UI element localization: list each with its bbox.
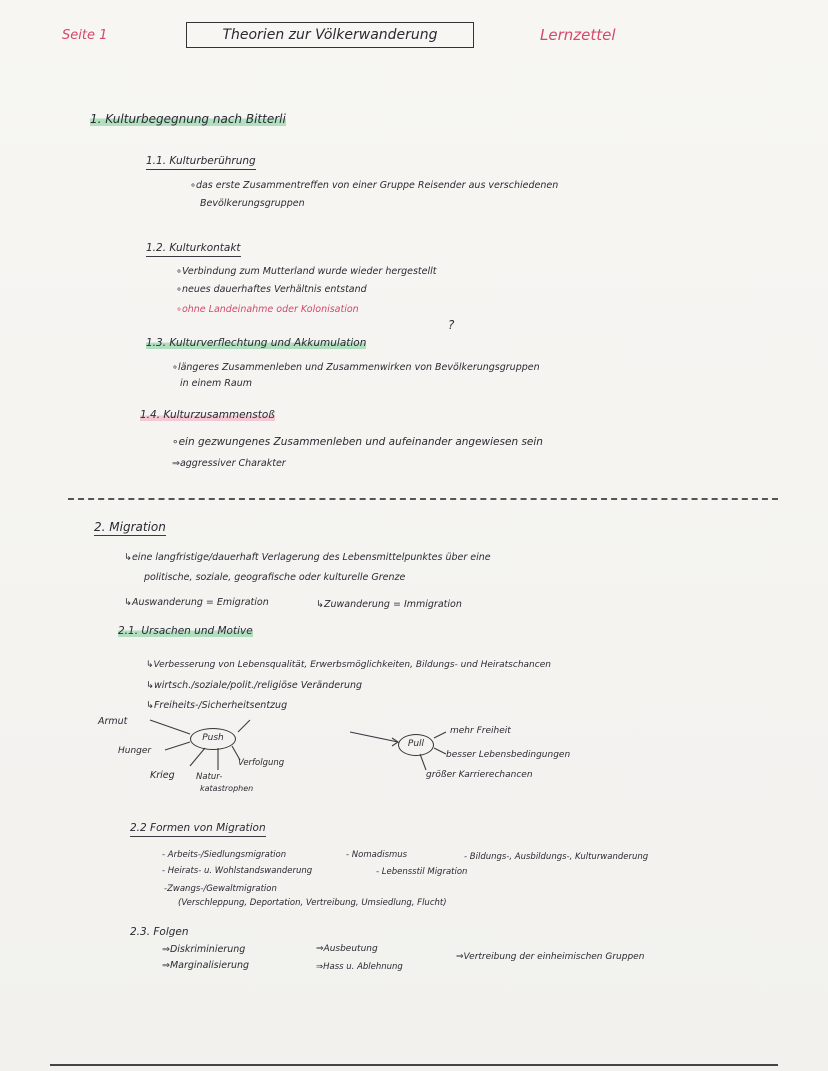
s21-heading-text: 2.1. Ursachen und Motive [118, 625, 253, 637]
pull-factor-lebensbedingungen: besser Lebensbedingungen [446, 750, 571, 760]
s12-heading: 1.2. Kulturkontakt [146, 242, 241, 257]
s23-hass: ⇒Hass u. Ablehnung [316, 962, 403, 972]
s23-ausbeutung: ⇒Ausbeutung [316, 944, 378, 954]
s21-line1: ↳Verbesserung von Lebensqualität, Erwerbsmöglichkeiten, Bildungs- und Heiratschancen [146, 660, 551, 670]
s22-form-arbeit: - Arbeits-/Siedlungsmigration [162, 850, 287, 860]
migration-def-line1: ↳eine langfristige/dauerhaft Verlagerung des Lebensmittelpunktes über eine [124, 552, 491, 563]
push-factor-armut: Armut [98, 716, 128, 727]
s13-heading-text: 1.3. Kulturverflechtung und Akkumulation [146, 337, 367, 349]
push-factor-natur-line2: katastrophen [200, 784, 254, 793]
section1-heading-text: 1. Kulturbegegnung nach Bitterli [90, 112, 286, 126]
s21-line2: ↳wirtsch./soziale/polit./religiöse Veränderung [146, 680, 363, 691]
page-title: Theorien zur Völkerwanderung [186, 22, 474, 48]
s12-question-mark: ? [448, 318, 455, 332]
s11-line2: Bevölkerungsgruppen [200, 198, 305, 209]
s12-line1: ∘Verbindung zum Mutterland wurde wieder hergestellt [176, 266, 437, 277]
push-node: Push [190, 728, 236, 750]
pull-node: Pull [398, 734, 434, 756]
pull-factor-karrierechancen: größer Karrierechancen [426, 770, 533, 780]
s13-line2: in einem Raum [180, 378, 253, 389]
s22-form-nomadismus: - Nomadismus [346, 850, 408, 860]
immigration-definition: ↳Zuwanderung = Immigration [316, 599, 462, 610]
s23-diskriminierung: ⇒Diskriminierung [162, 944, 246, 955]
push-factor-natur-line1: Natur- [196, 772, 223, 782]
push-factor-krieg: Krieg [150, 770, 175, 781]
s14-line1: ∘ein gezwungenes Zusammenleben und aufeinander angewiesen sein [172, 436, 543, 448]
s22-form-heirat: - Heirats- u. Wohlstandswanderung [162, 866, 313, 876]
section2-heading: 2. Migration [94, 520, 166, 536]
page-bottom-line [50, 1064, 778, 1066]
pull-factor-freiheit: mehr Freiheit [450, 726, 511, 736]
s22-form-zwang: -Zwangs-/Gewaltmigration [164, 884, 277, 894]
s12-line2: ∘neues dauerhaftes Verhältnis entstand [176, 284, 367, 295]
migration-def-line2: politische, soziale, geografische oder kulturelle Grenze [144, 572, 406, 583]
s14-line2: ⇒aggressiver Charakter [172, 458, 286, 469]
s23-vertreibung: ⇒Vertreibung der einheimischen Gruppen [456, 952, 645, 962]
s11-heading: 1.1. Kulturberührung [146, 155, 256, 170]
page-label: Seite 1 [62, 28, 108, 43]
s22-form-zwang-examples: (Verschleppung, Deportation, Vertreibung, Umsiedlung, Flucht) [178, 898, 447, 908]
s14-heading-text: 1.4. Kulturzusammenstoß [140, 409, 275, 421]
emigration-definition: ↳Auswanderung = Emigration [124, 597, 269, 608]
note-type-label: Lernzettel [540, 26, 616, 44]
s12-line3: ∘ohne Landeinahme oder Kolonisation [176, 304, 359, 315]
s11-line1: ∘das erste Zusammentreffen von einer Gruppe Reisender aus verschiedenen [190, 180, 559, 191]
push-factor-hunger: Hunger [118, 746, 152, 756]
s22-form-lebensstil: - Lebensstil Migration [376, 867, 468, 877]
s23-marginalisierung: ⇒Marginalisierung [162, 960, 250, 971]
s22-form-bildung: - Bildungs-, Ausbildungs-, Kulturwanderung [464, 852, 649, 862]
s22-heading: 2.2 Formen von Migration [130, 822, 266, 837]
s13-line1: ∘längeres Zusammenleben und Zusammenwirken von Bevölkerungsgruppen [172, 362, 540, 373]
push-factor-verfolgung: Verfolgung [238, 758, 285, 768]
s21-line3: ↳Freiheits-/Sicherheitsentzug [146, 700, 288, 711]
s23-heading: 2.3. Folgen [130, 926, 189, 938]
